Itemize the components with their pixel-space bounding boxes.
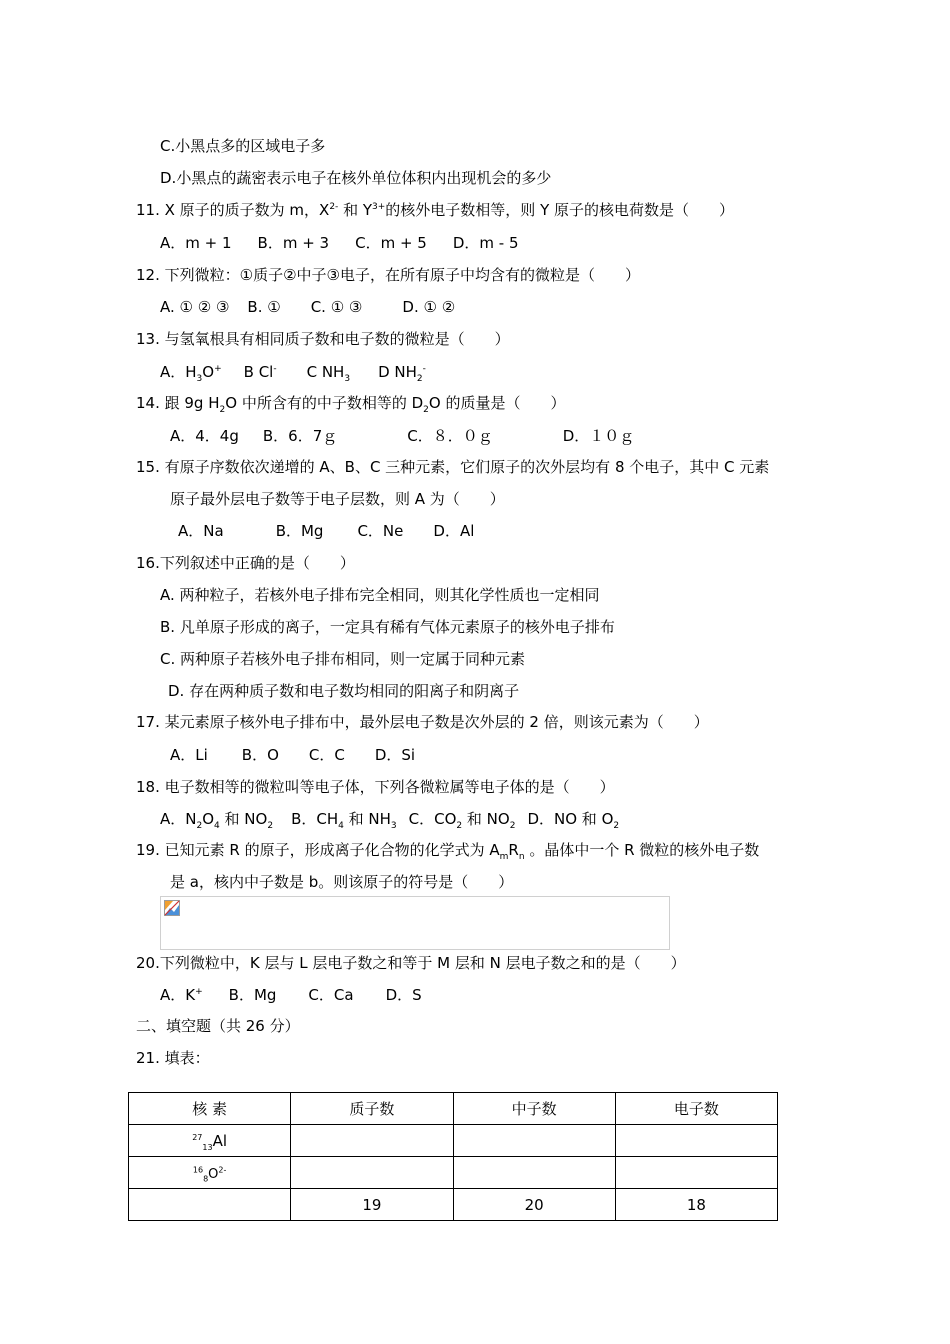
option-d: D．S [385,986,422,1004]
table-cell[interactable] [291,1157,453,1189]
option-d: D $NH_2^-$ [378,363,426,384]
option-c-16: C. 两种原子若核外电子排布相同，则一定属于同种元素 [160,650,526,668]
option-a: A．4．4g [170,427,239,445]
table-cell[interactable] [453,1157,615,1189]
options-13 [160,362,426,382]
option-b: B．Mg [228,986,277,1004]
table-cell[interactable] [291,1125,453,1157]
option-a: A．K+ [160,986,203,1004]
option-c-q10: C.小黑点多的区域电子多 [160,137,326,155]
header-electrons: 电子数 [615,1093,777,1125]
options-18 [160,809,619,829]
table-cell[interactable] [615,1157,777,1189]
option-d: D．１０ｇ [562,427,635,445]
table-cell[interactable] [129,1189,291,1221]
question-15: 15. 有原子序数依次递增的 A、B、C 三种元素，它们原子的次外层均有 8 个电子，其中 C 元素 [136,458,770,476]
option-c: C. ① ③ [310,298,363,316]
option-a: A．$N_2O_4$ 和 $NO_2$ [160,810,274,831]
question-21: 21. 填表： [136,1049,210,1067]
table-row [129,1157,778,1189]
table-cell: 19 [291,1189,453,1221]
options-12 [160,297,455,317]
question-14: 14. 跟 9g $H_2O$ 中所含有的中子数相等的 $D_2O$ 的质量是（ ） [136,394,566,415]
option-a: A．$H_3O^+$ [160,363,222,384]
option-c: C．$CO_2$ 和 $NO_2$ [408,810,516,831]
question-19-cont: 是 a，核内中子数是 b。则该原子的符号是（ ） [170,873,514,891]
broken-image-icon [164,900,180,916]
option-c: C．８．０ｇ [407,427,493,445]
question-16: 16.下列叙述中正确的是（ ） [136,554,355,572]
question-19: 19. 已知元素 R 的原子，形成离子化合物的化学式为 $A_mR_n$ 。晶体中一个 R 微粒的核外电子数 [136,841,760,862]
option-d: D. ① ② [402,298,456,316]
table-cell[interactable] [615,1125,777,1157]
option-c: C．Ca [308,986,354,1004]
option-b: B Cl- [243,363,277,381]
fill-table [128,1092,778,1221]
option-a: A．Li [170,746,208,764]
nuclide-o: $^{16}_8O^{2-}$ [129,1157,291,1189]
option-d-q10: D.小黑点的蔬密表示电子在核外单位体积内出现机会的多少 [160,169,552,187]
section-heading: 二、填空题（共 26 分） [136,1017,300,1035]
table-row [129,1189,778,1221]
question-18: 18. 电子数相等的微粒叫等电子体，下列各微粒属等电子体的是（ ） [136,778,615,796]
nuclide-al: $^{27}_{13}$Al [129,1125,291,1157]
question-20: 20.下列微粒中，K 层与 L 层电子数之和等于 M 层和 N 层电子数之和的是（ ） [136,954,686,972]
header-protons: 质子数 [291,1093,453,1125]
option-b: B．Mg [275,522,324,540]
question-17: 17. 某元素原子核外电子排布中，最外层电子数是次外层的 2 倍，则该元素为（ ） [136,713,709,731]
option-d: D．Si [374,746,416,764]
option-b: B. ① [247,298,281,316]
option-a-16: A. 两种粒子，若核外电子排布完全相同，则其化学性质也一定相同 [160,586,600,604]
question-12: 12. 下列微粒：①质子②中子③电子，在所有原子中均含有的微粒是（ ） [136,266,640,284]
options-20 [160,985,422,1005]
option-d: D．NO 和 $O_2$ [527,810,620,831]
table-row [129,1125,778,1157]
header-nuclide: 核 素 [129,1093,291,1125]
options-11 [160,233,518,253]
question-13: 13. 与氢氧根具有相同质子数和电子数的微粒是（ ） [136,330,510,348]
option-a: A．Na [178,522,224,540]
options-15 [178,521,474,541]
option-d: D．Al [433,522,475,540]
option-a: A. ① ② ③ [160,298,230,316]
option-b: B．$CH_4$ 和 $NH_3$ [291,810,397,831]
table-cell: 18 [615,1189,777,1221]
option-b-16: B. 凡单原子形成的离子，一定具有稀有气体元素原子的核外电子排布 [160,618,615,636]
option-b: B．O [241,746,279,764]
option-c: C．Ne [357,522,404,540]
table-cell: 20 [453,1189,615,1221]
header-neutrons: 中子数 [453,1093,615,1125]
image-placeholder [160,896,670,950]
option-c: C．m + 5 [355,234,427,252]
option-d: D．m - 5 [452,234,519,252]
option-a: A．m + 1 [160,234,232,252]
question-11: 11. X 原子的质子数为 m，$X^{2-}$ 和 $Y^{3+}$的核外电子数相等，则 Y 原子的核电荷数是（ ） [136,201,734,219]
option-b: B．m + 3 [257,234,330,252]
option-b: B．6．7ｇ [262,427,338,445]
options-17 [170,745,415,765]
options-14 [170,426,634,446]
question-15-cont: 原子最外层电子数等于电子层数，则 A 为（ ） [170,490,505,508]
table-cell[interactable] [453,1125,615,1157]
option-c: C $NH_3$ [306,363,351,384]
table-header-row [129,1093,778,1125]
option-c: C．C [308,746,345,764]
option-d-16: D. 存在两种质子数和电子数均相同的阳离子和阴离子 [168,682,520,700]
